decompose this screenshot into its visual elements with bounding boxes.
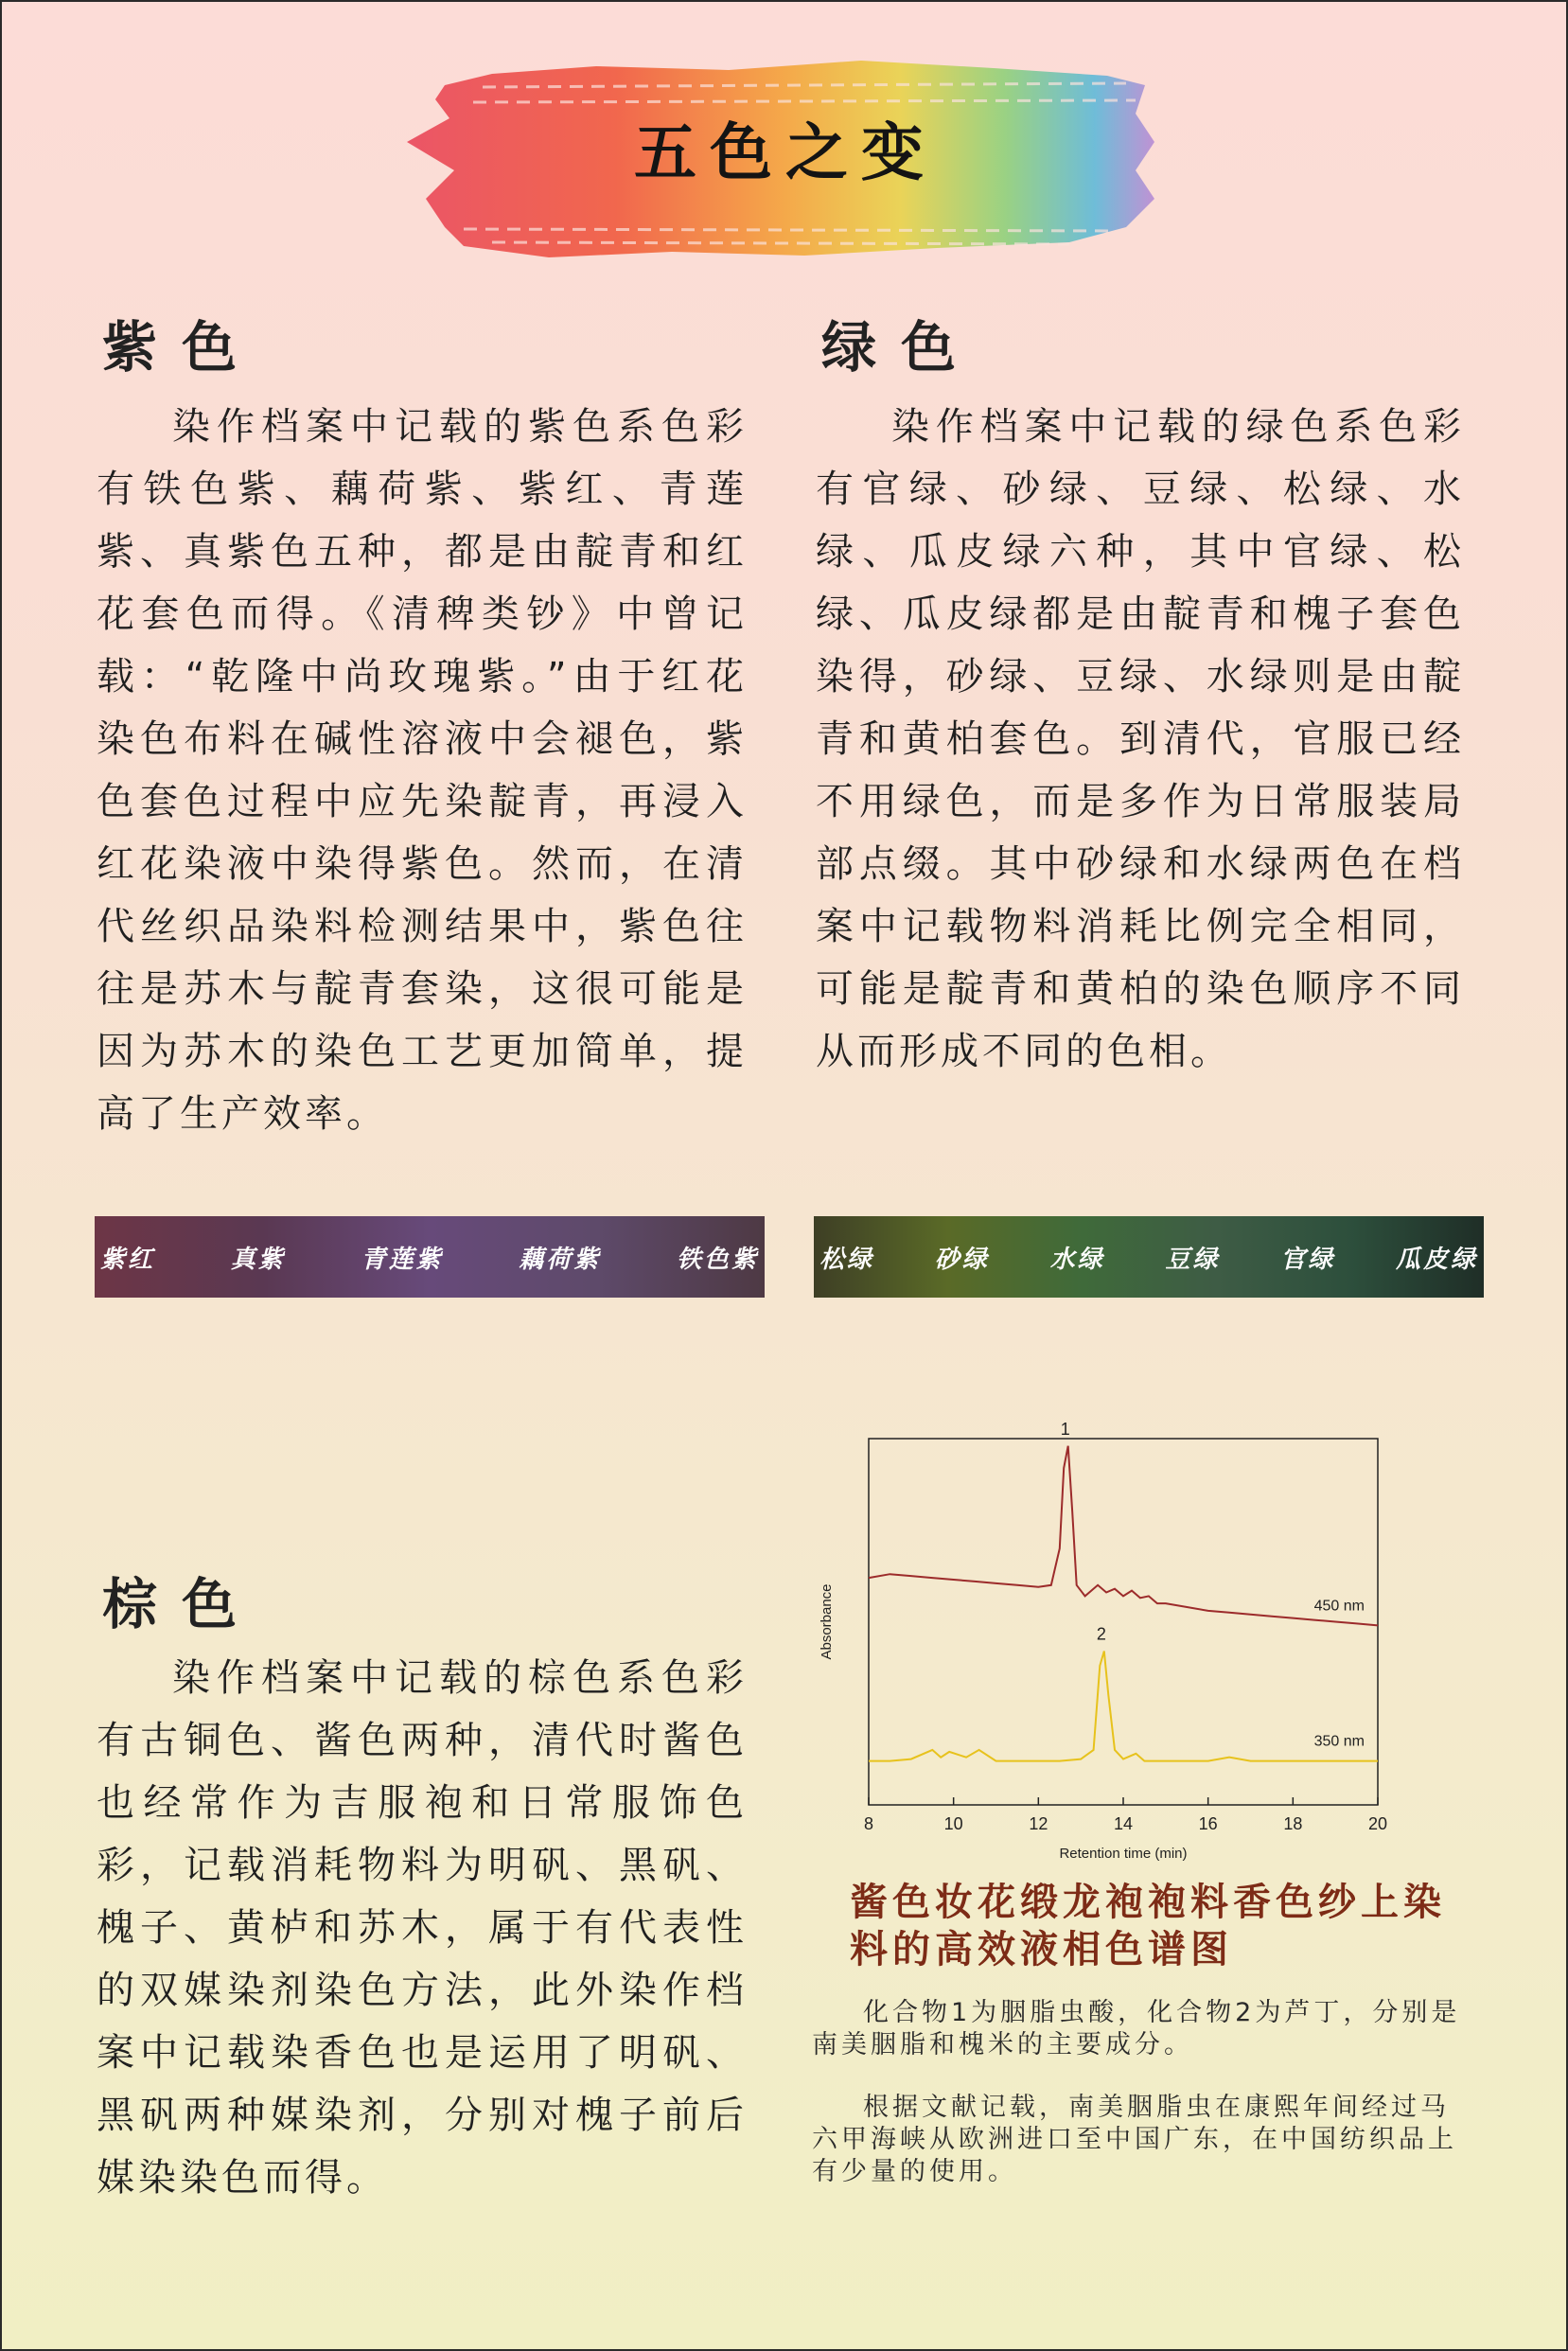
purple-swatch-bar [95, 1216, 765, 1298]
x-axis-label: Retention time (min) [1059, 1846, 1188, 1862]
swatch-label: 青莲紫 [361, 1245, 444, 1274]
green-body: 染作档案中记载的绿色系色彩有官绿、砂绿、豆绿、松绿、水绿、瓜皮绿六种，其中官绿、松绿、瓜皮绿都是由靛青和槐子套色染得，砂绿、豆绿、水绿则是由靛青和黄柏套色。到清代，官服已经不用绿色，而是多作为日常服装局部点缀。其中砂绿和水绿两色在档案中记载物料消耗比例完全相同，可能是靛青和黄柏的染色顺序不同从而形成不同的色相。 [816, 405, 1465, 1073]
green-swatch-bar [814, 1216, 1484, 1298]
swatch-label: 砂绿 [934, 1245, 990, 1274]
page-title: 五色之变 [634, 115, 937, 189]
x-tick-label: 20 [1367, 1814, 1388, 1833]
swatch-label: 铁色紫 [676, 1245, 759, 1274]
swatch-label: 豆绿 [1165, 1245, 1221, 1274]
history-note: 根据文献记载，南美胭脂虫在康熙年间经过马六甲海峡从欧洲进口至中国广东，在中国纺织品上有少量的使用。 [812, 2093, 1457, 2186]
peak-label: 2 [1096, 1624, 1106, 1644]
swatch-label: 瓜皮绿 [1395, 1245, 1478, 1274]
x-tick-label: 16 [1198, 1814, 1218, 1833]
chart-caption: 酱色妆花缎龙袍袍料香色纱上染料的高效液相色谱图 [850, 1880, 1446, 1971]
brown-heading: 棕色 [102, 1572, 262, 1636]
series-name-label: 350 nm [1313, 1733, 1365, 1750]
x-tick-label: 8 [863, 1814, 874, 1833]
x-tick-label: 12 [1029, 1814, 1048, 1833]
series-line-1 [869, 1446, 1378, 1626]
series-line-2 [869, 1652, 1378, 1761]
series-name-label: 450 nm [1313, 1598, 1365, 1615]
swatch-label: 水绿 [1049, 1245, 1105, 1274]
compound-note: 化合物1为胭脂虫酸，化合物2为芦丁，分别是南美胭脂和槐米的主要成分。 [812, 1998, 1461, 2059]
x-tick-label: 18 [1283, 1814, 1303, 1833]
purple-body: 染作档案中记载的紫色系色彩有铁色紫、藕荷紫、紫红、青莲紫、真紫色五种，都是由靛青和红花套色而得。《清稗类钞》中曾记载：“乾隆中尚玫瑰紫。”由于红花染色布料在碱性溶液中会褪色，紫色套色过程中应先染靛青，再浸入红花染液中染得紫色。然而，在清代丝织品染料检测结果中，紫色往往是苏木与靛青套染，这很可能是因为苏木的染色工艺更加简单，提高了生产效率。 [97, 405, 748, 1136]
brown-body: 染作档案中记载的棕色系色彩有古铜色、酱色两种，清代时酱色也经常作为吉服袍和日常服饰色彩，记载消耗物料为明矾、黑矾、槐子、黄栌和苏木，属于有代表性的双媒染剂染色方法，此外染作档案中记载染香色也是运用了明矾、黑矾两种媒染剂，分别对槐子前后媒染染色而得。 [97, 1656, 748, 2200]
purple-heading: 紫色 [102, 315, 262, 380]
hplc-chromatogram [812, 1419, 1399, 1876]
swatch-label: 官绿 [1280, 1245, 1336, 1274]
x-tick-label: 14 [1113, 1814, 1134, 1833]
swatch-label: 藕荷紫 [519, 1245, 602, 1274]
y-axis-label: Absorbance [819, 1583, 835, 1660]
peak-label: 1 [1060, 1419, 1070, 1439]
green-heading: 绿色 [821, 315, 981, 380]
plot-frame [869, 1439, 1378, 1805]
swatch-label: 真紫 [230, 1245, 286, 1274]
x-tick-label: 10 [943, 1814, 963, 1833]
swatch-label: 紫红 [100, 1245, 156, 1274]
swatch-label: 松绿 [819, 1245, 875, 1274]
